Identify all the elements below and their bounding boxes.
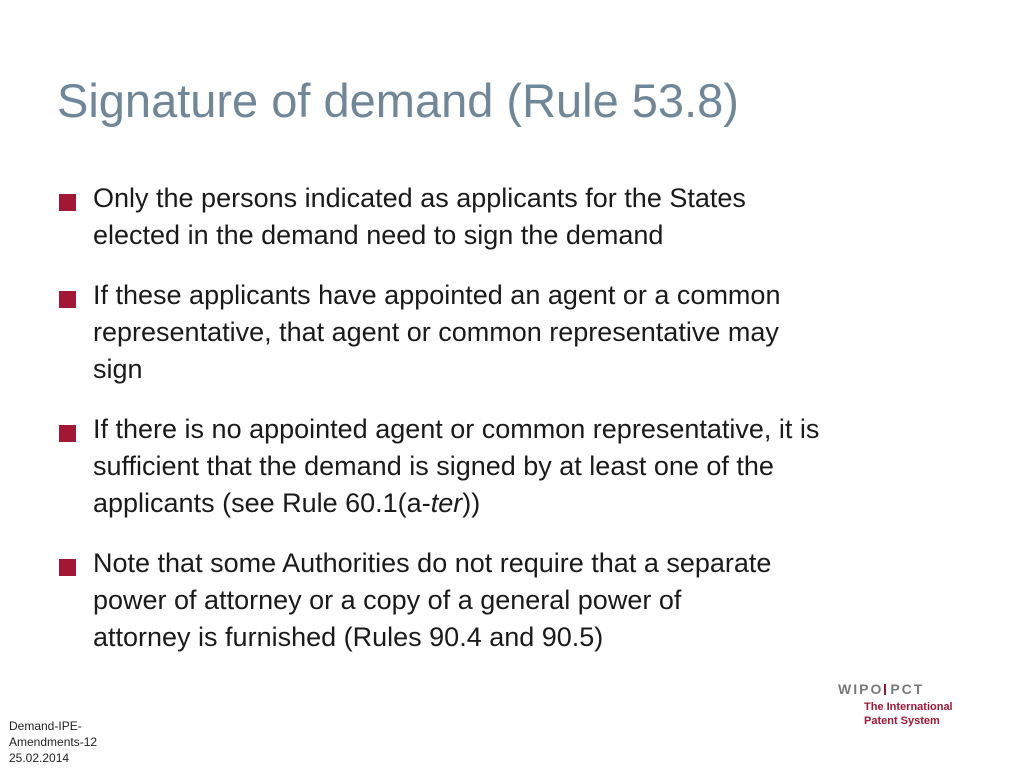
bullet-text-line: Only the persons indicated as applicants for the States [93, 183, 746, 213]
logo-wipo-text: WIPO [838, 681, 884, 697]
logo-tagline-line: Patent System [864, 715, 940, 727]
wipo-pct-logo [838, 681, 978, 731]
logo-tagline [864, 700, 953, 728]
footer-line: Demand-IPE- [9, 719, 82, 733]
bullet-item [58, 545, 958, 656]
logo-wordmark [838, 681, 924, 697]
logo-tagline-line: The International [864, 701, 953, 713]
square-bullet-icon [59, 194, 76, 211]
footer-line: Amendments-12 [9, 735, 98, 749]
bullet-text-line: Note that some Authorities do not require that a separate [93, 548, 772, 578]
bullet-text-line: power of attorney or a copy of a general power of [93, 585, 682, 615]
bullet-text-italic: ter [430, 488, 463, 518]
logo-separator [884, 684, 886, 695]
footer-line: 25.02.2014 [9, 751, 70, 765]
bullet-text-prefix: applicants (see Rule 60.1(a- [93, 488, 431, 518]
bullet-text-line: attorney is furnished (Rules 90.4 and 90.5) [93, 622, 604, 652]
bullet-text-line: elected in the demand need to sign the demand [93, 220, 664, 250]
bullet-list [58, 180, 958, 679]
bullet-text-line: sign [93, 354, 143, 384]
square-bullet-icon [59, 291, 76, 308]
bullet-item [58, 277, 958, 388]
bullet-text-line: If these applicants have appointed an agent or a common [93, 280, 781, 310]
square-bullet-icon [59, 425, 76, 442]
slide-title: Signature of demand (Rule 53.8) [57, 74, 739, 127]
bullet-text-line: sufficient that the demand is signed by at least one of the [93, 451, 774, 481]
bullet-text-line: representative, that agent or common representative may [93, 317, 779, 347]
bullet-text-line [93, 485, 958, 522]
slide-footer [9, 718, 97, 766]
bullet-item [58, 180, 958, 254]
bullet-text-line: If there is no appointed agent or common representative, it is [93, 414, 820, 444]
logo-pct-text: PCT [890, 681, 925, 697]
square-bullet-icon [59, 559, 76, 576]
bullet-item [58, 411, 958, 522]
bullet-text-suffix: )) [462, 488, 481, 518]
